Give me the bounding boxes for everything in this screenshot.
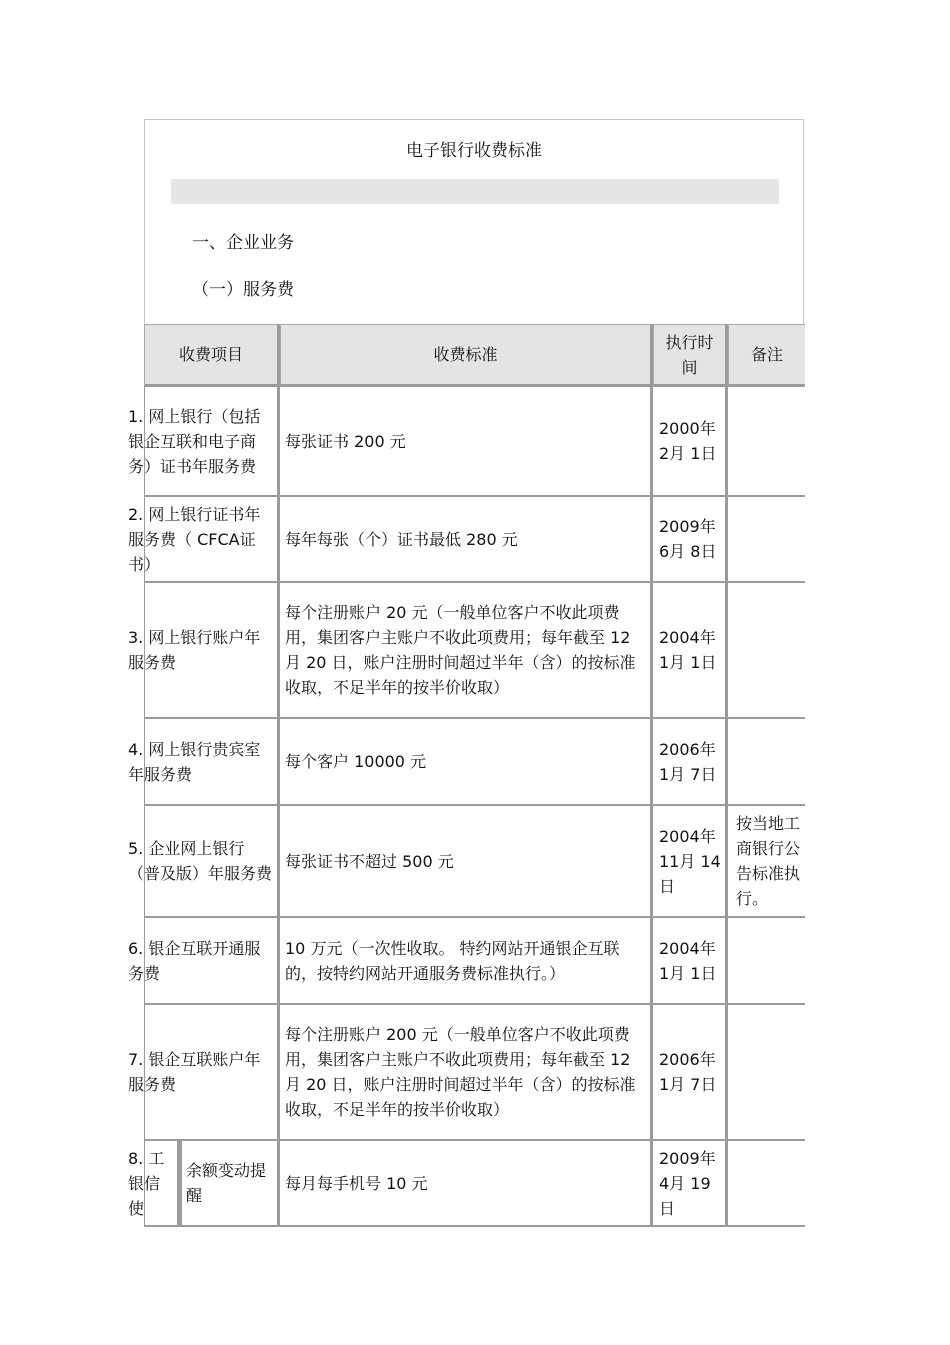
table-row-note — [728, 1141, 805, 1227]
table-row-standard: 每年每张（个）证书最低 280 元 — [280, 497, 653, 583]
table-row-note — [728, 497, 805, 583]
table-row-standard: 每张证书不超过 500 元 — [280, 806, 653, 918]
section-heading: 一、企业业务 — [192, 233, 294, 253]
table-row-item: 3. 网上银行账户年服务费 — [144, 583, 280, 719]
table-row-time: 2006年1月 7日 — [653, 719, 728, 806]
table-row-item: 2. 网上银行证书年服务费（ CFCA证书） — [144, 497, 280, 583]
table-row-time: 2004年11月 14日 — [653, 806, 728, 918]
document-title: 电子银行收费标准 — [406, 141, 542, 161]
header-standard: 收费标准 — [280, 324, 653, 387]
header-divider-bar — [171, 179, 779, 204]
document-header — [144, 119, 804, 324]
table-row-standard: 10 万元（一次性收取。 特约网站开通银企互联的，按特约网站开通服务费标准执行。） — [280, 918, 653, 1005]
table-row-time: 2009年6月 8日 — [653, 497, 728, 583]
table-row-standard: 每个客户 10000 元 — [280, 719, 653, 806]
table-row-item: 5. 企业网上银行（普及版）年服务费 — [144, 806, 280, 918]
table-row-note: 按当地工商银行公告标准执行。 — [728, 806, 805, 918]
header-item: 收费项目 — [144, 324, 280, 387]
table-row-item: 7. 银企互联账户年服务费 — [144, 1005, 280, 1141]
table-row-standard: 每个注册账户 200 元（一般单位客户不收此项费用，集团客户主账户不收此项费用；每年截至 12 月 20 日，账户注册时间超过半年（含）的按标准收取，不足半年的按半价收取） — [280, 1005, 653, 1141]
table-row-note — [728, 583, 805, 719]
table-row-item: 6. 银企互联开通服务费 — [144, 918, 280, 1005]
header-note: 备注 — [728, 324, 805, 387]
table-row-note — [728, 918, 805, 1005]
table-row-item: 1. 网上银行（包括银企互联和电子商务）证书年服务费 — [144, 387, 280, 497]
table-row-time: 2009年4月 19日 — [653, 1141, 728, 1227]
table-row-standard: 每月每手机号 10 元 — [280, 1141, 653, 1227]
table-row-time: 2004年1月 1日 — [653, 918, 728, 1005]
table-row-standard: 每张证书 200 元 — [280, 387, 653, 497]
table-row-note — [728, 387, 805, 497]
table-row-note — [728, 719, 805, 806]
header-time: 执行时间 — [653, 324, 728, 387]
table-row-time: 2006年1月 7日 — [653, 1005, 728, 1141]
table-row-note — [728, 1005, 805, 1141]
table-row-standard: 每个注册账户 20 元（一般单位客户不收此项费用，集团客户主账户不收此项费用；每年截至 12 月 20 日，账户注册时间超过半年（含）的按标准收取，不足半年的按半价收取） — [280, 583, 653, 719]
table-row-item: 8. 工银信使 — [144, 1141, 180, 1227]
table-row-time: 2000年2月 1日 — [653, 387, 728, 497]
subsection-heading: （一）服务费 — [192, 280, 294, 300]
table-row-time: 2004年1月 1日 — [653, 583, 728, 719]
table-row-item: 4. 网上银行贵宾室年服务费 — [144, 719, 280, 806]
table-row-subitem: 余额变动提醒 — [180, 1141, 280, 1227]
